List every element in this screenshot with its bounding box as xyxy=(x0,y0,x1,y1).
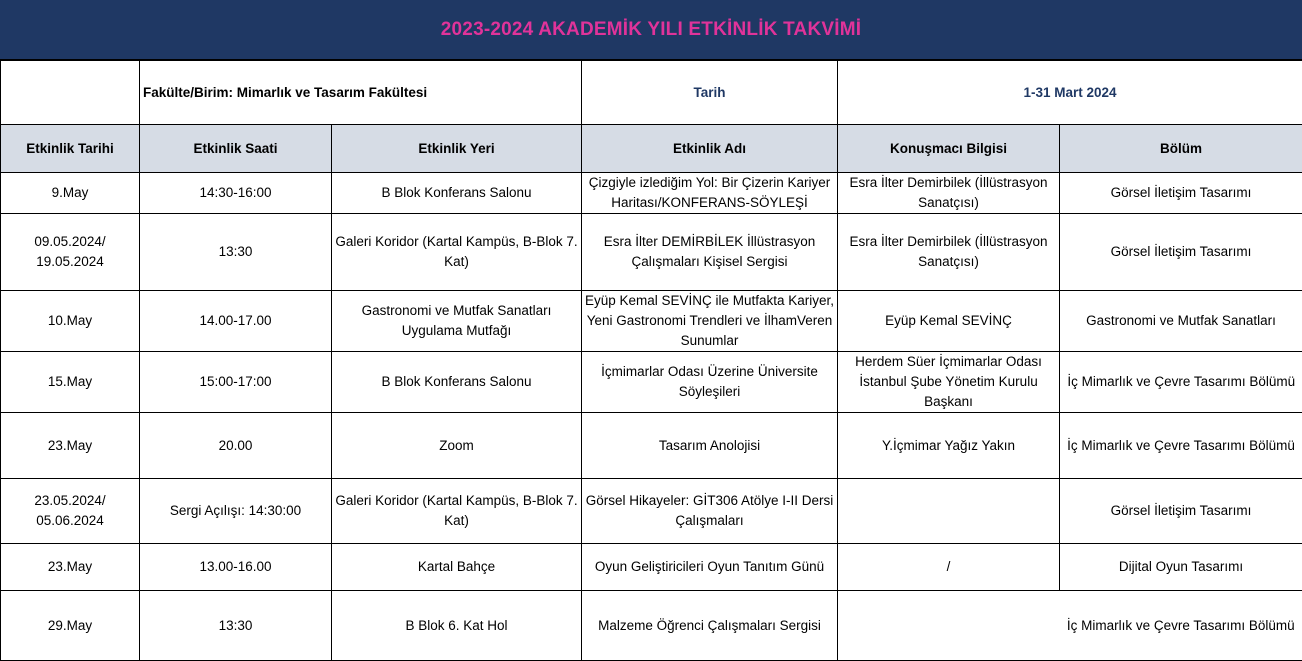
dept-cell[interactable]: Görsel İletişim Tasarımı xyxy=(1060,214,1302,291)
dept-cell[interactable]: Görsel İletişim Tasarımı xyxy=(1060,479,1302,544)
dept-cell[interactable]: İç Mimarlık ve Çevre Tasarımı Bölümü xyxy=(1060,591,1302,661)
table-row xyxy=(1,591,1302,661)
event-name-cell[interactable]: Malzeme Öğrenci Çalışmaları Sergisi xyxy=(582,591,838,661)
speaker-cell[interactable]: Esra İlter Demirbilek (İllüstrasyon Sanatçısı) xyxy=(838,173,1060,214)
time-cell[interactable]: 13.00-16.00 xyxy=(140,544,332,591)
place-cell[interactable]: Gastronomi ve Mutfak Sanatları Uygulama Mutfağı xyxy=(332,291,582,352)
event-name-cell[interactable]: Çizgiyle izlediğim Yol: Bir Çizerin Kariyer Haritası/KONFERANS-SÖYLEŞİ xyxy=(582,173,838,214)
table-row xyxy=(1,173,1302,214)
event-name-cell[interactable]: Tasarım Anolojisi xyxy=(582,413,838,479)
event-name-cell[interactable]: Esra İlter DEMİRBİLEK İllüstrasyon Çalışmaları Kişisel Sergisi xyxy=(582,214,838,291)
table-row xyxy=(1,413,1302,479)
date-cell[interactable]: 15.May xyxy=(1,352,140,413)
time-cell[interactable]: 14.00-17.00 xyxy=(140,291,332,352)
speaker-cell[interactable] xyxy=(838,591,1060,661)
speaker-cell[interactable]: Eyüp Kemal SEVİNÇ xyxy=(838,291,1060,352)
place-cell[interactable]: Galeri Koridor (Kartal Kampüs, B-Blok 7. Kat) xyxy=(332,214,582,291)
place-cell[interactable]: B Blok Konferans Salonu xyxy=(332,352,582,413)
date-cell[interactable]: 23.05.2024/ 05.06.2024 xyxy=(1,479,140,544)
table-row xyxy=(1,479,1302,544)
time-cell[interactable]: Sergi Açılışı: 14:30:00 xyxy=(140,479,332,544)
date-cell[interactable]: 9.May xyxy=(1,173,140,214)
place-cell[interactable]: B Blok Konferans Salonu xyxy=(332,173,582,214)
page-title: 2023-2024 AKADEMİK YILI ETKİNLİK TAKVİMİ xyxy=(441,19,861,41)
header-row xyxy=(1,125,1302,173)
info-row xyxy=(1,61,1302,125)
info-empty-cell[interactable] xyxy=(1,61,140,125)
date-label-cell[interactable]: Tarih xyxy=(582,61,838,125)
place-cell[interactable]: Kartal Bahçe xyxy=(332,544,582,591)
header-time[interactable]: Etkinlik Saati xyxy=(140,125,332,173)
header-date[interactable]: Etkinlik Tarihi xyxy=(1,125,140,173)
date-cell[interactable]: 09.05.2024/ 19.05.2024 xyxy=(1,214,140,291)
event-name-cell[interactable]: Oyun Geliştiricileri Oyun Tanıtım Günü xyxy=(582,544,838,591)
table-row xyxy=(1,291,1302,352)
speaker-cell[interactable]: Herdem Süer İçmimarlar Odası İstanbul Şube Yönetim Kurulu Başkanı xyxy=(838,352,1060,413)
date-value-cell[interactable]: 1-31 Mart 2024 xyxy=(838,61,1302,125)
header-speaker[interactable]: Konuşmacı Bilgisi xyxy=(838,125,1060,173)
table-row xyxy=(1,544,1302,591)
place-cell[interactable]: Galeri Koridor (Kartal Kampüs, B-Blok 7. Kat) xyxy=(332,479,582,544)
place-cell[interactable]: Zoom xyxy=(332,413,582,479)
date-cell[interactable]: 23.May xyxy=(1,544,140,591)
header-dept[interactable]: Bölüm xyxy=(1060,125,1302,173)
header-name[interactable]: Etkinlik Adı xyxy=(582,125,838,173)
dept-cell[interactable]: İç Mimarlık ve Çevre Tasarımı Bölümü xyxy=(1060,352,1302,413)
speaker-cell[interactable] xyxy=(838,479,1060,544)
date-cell[interactable]: 23.May xyxy=(1,413,140,479)
time-cell[interactable]: 15:00-17:00 xyxy=(140,352,332,413)
time-cell[interactable]: 13:30 xyxy=(140,591,332,661)
dept-cell[interactable]: Görsel İletişim Tasarımı xyxy=(1060,173,1302,214)
table-row xyxy=(1,214,1302,291)
table-row xyxy=(1,352,1302,413)
speaker-cell[interactable]: / xyxy=(838,544,1060,591)
dept-cell[interactable]: Dijital Oyun Tasarımı xyxy=(1060,544,1302,591)
place-cell[interactable]: B Blok 6. Kat Hol xyxy=(332,591,582,661)
date-cell[interactable]: 29.May xyxy=(1,591,140,661)
event-name-cell[interactable]: Görsel Hikayeler: GİT306 Atölye I-II Dersi Çalışmaları xyxy=(582,479,838,544)
dept-cell[interactable]: İç Mimarlık ve Çevre Tasarımı Bölümü xyxy=(1060,413,1302,479)
time-cell[interactable]: 20.00 xyxy=(140,413,332,479)
title-bar xyxy=(0,0,1302,60)
time-cell[interactable]: 14:30-16:00 xyxy=(140,173,332,214)
date-cell[interactable]: 10.May xyxy=(1,291,140,352)
time-cell[interactable]: 13:30 xyxy=(140,214,332,291)
speaker-cell[interactable]: Esra İlter Demirbilek (İllüstrasyon Sanatçısı) xyxy=(838,214,1060,291)
event-name-cell[interactable]: Eyüp Kemal SEVİNÇ ile Mutfakta Kariyer, Yeni Gastronomi Trendleri ve İlhamVeren Sunumlar xyxy=(582,291,838,352)
event-calendar-table xyxy=(0,60,1302,661)
dept-cell[interactable]: Gastronomi ve Mutfak Sanatları xyxy=(1060,291,1302,352)
faculty-cell[interactable]: Fakülte/Birim: Mimarlık ve Tasarım Fakültesi xyxy=(140,61,582,125)
header-place[interactable]: Etkinlik Yeri xyxy=(332,125,582,173)
speaker-cell[interactable]: Y.İçmimar Yağız Yakın xyxy=(838,413,1060,479)
event-name-cell[interactable]: İçmimarlar Odası Üzerine Üniversite Söyleşileri xyxy=(582,352,838,413)
